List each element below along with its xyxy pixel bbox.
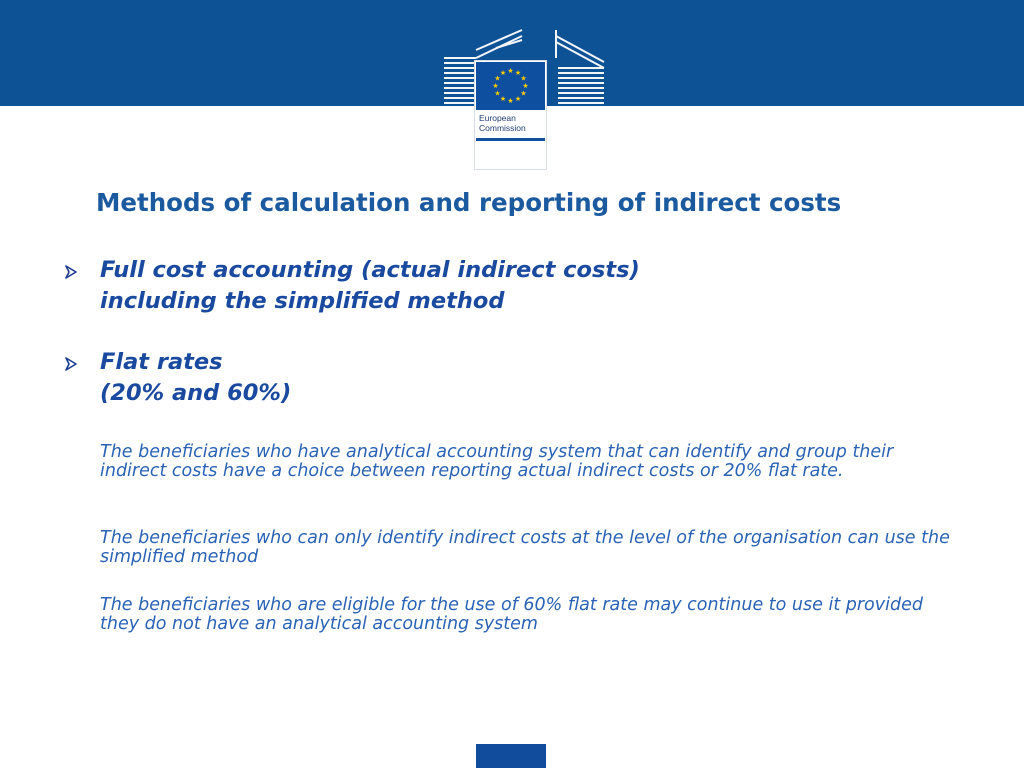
paragraph-analytical: The beneficiaries who have analytical accounting system that can identify and group their indirect costs have a choice between reporting actual indirect costs or 20% flat rate. xyxy=(100,442,894,481)
arrow-bullet-icon xyxy=(64,357,78,371)
svg-text:★: ★ xyxy=(494,74,501,83)
svg-text:★: ★ xyxy=(507,67,514,75)
svg-text:★: ★ xyxy=(494,89,501,98)
bullet-flat-rates xyxy=(100,347,980,409)
logo-card xyxy=(475,61,546,169)
svg-text:★: ★ xyxy=(520,89,527,98)
logo-line-1: European xyxy=(479,113,516,123)
logo-wordmark xyxy=(479,113,543,133)
svg-text:★: ★ xyxy=(492,82,499,90)
svg-text:★: ★ xyxy=(507,97,514,105)
svg-text:★: ★ xyxy=(514,69,522,77)
slide-title: Methods of calculation and reporting of indirect costs xyxy=(96,188,842,217)
bullet-line: Full cost accounting (actual indirect costs) xyxy=(100,257,640,283)
arrow-bullet-icon xyxy=(64,265,78,279)
svg-text:★: ★ xyxy=(499,95,507,103)
logo-line-2: Commission xyxy=(479,123,526,133)
svg-text:★: ★ xyxy=(522,82,529,90)
svg-text:★: ★ xyxy=(520,74,527,83)
svg-text:★: ★ xyxy=(514,95,522,103)
bullet-full-cost xyxy=(100,255,980,317)
bullet-line: Flat rates xyxy=(100,349,223,375)
footer-eu-flag-icon xyxy=(476,744,546,768)
paragraph-sixty-percent: The beneficiaries who are eligible for the use of 60% flat rate may continue to use it provided they do not have an analytical accounting system xyxy=(100,595,923,634)
eu-flag-icon xyxy=(476,62,545,110)
bullet-line: including the simplified method xyxy=(100,288,505,314)
european-commission-logo xyxy=(440,28,608,144)
bullet-line: (20% and 60%) xyxy=(100,380,292,406)
paragraph-simplified: The beneficiaries who can only identify indirect costs at the level of the organisation can use the simplified method xyxy=(100,528,950,567)
svg-text:★: ★ xyxy=(499,69,507,77)
logo-underline xyxy=(476,138,545,141)
